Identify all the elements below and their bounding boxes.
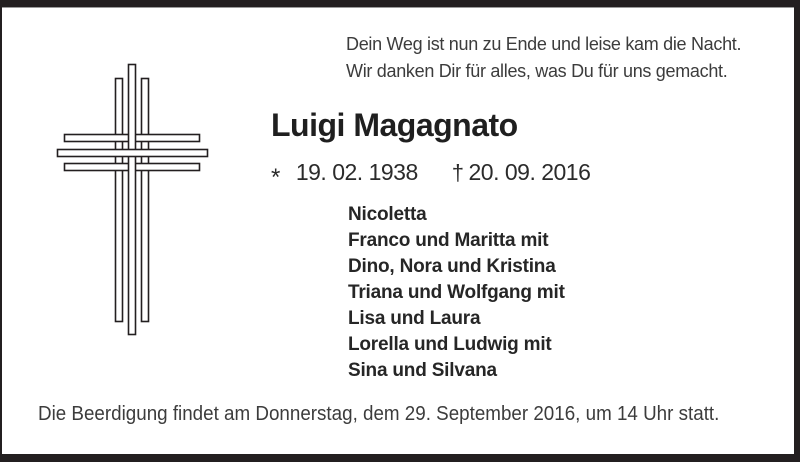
mourner-line: Triana und Wolfgang mit bbox=[348, 282, 565, 303]
mourner-line: Franco und Maritta mit bbox=[348, 230, 549, 251]
birth-date: 19. 02. 1938 bbox=[295, 159, 418, 185]
epitaph-line-2: Wir danken Dir für alles, was Du für uns gemacht. bbox=[346, 61, 728, 81]
top-border-shadow bbox=[0, 7, 800, 8]
right-border bbox=[794, 7, 800, 454]
mourner-line: Sina und Silvana bbox=[348, 360, 497, 381]
cross-icon bbox=[50, 55, 215, 345]
mourner-line: Nicoletta bbox=[348, 204, 427, 225]
bottom-border bbox=[0, 454, 800, 462]
funeral-info: Die Beerdigung findet am Donnerstag, dem 29. September 2016, um 14 Uhr statt. bbox=[38, 403, 720, 425]
left-border bbox=[0, 7, 2, 454]
mourners-list bbox=[348, 202, 565, 384]
death-symbol-icon: † bbox=[451, 160, 464, 185]
birth-symbol-icon: * bbox=[271, 164, 280, 191]
mourner-line: Lorella und Ludwig mit bbox=[348, 334, 552, 355]
epitaph bbox=[346, 31, 741, 85]
epitaph-line-1: Dein Weg ist nun zu Ende und leise kam die Nacht. bbox=[346, 34, 742, 54]
life-dates bbox=[271, 159, 591, 191]
death-date: 20. 09. 2016 bbox=[468, 159, 591, 185]
deceased-name: Luigi Magagnato bbox=[271, 107, 518, 143]
mourner-line: Lisa und Laura bbox=[348, 308, 481, 329]
mourner-line: Dino, Nora und Kristina bbox=[348, 256, 556, 277]
top-border bbox=[0, 0, 800, 7]
